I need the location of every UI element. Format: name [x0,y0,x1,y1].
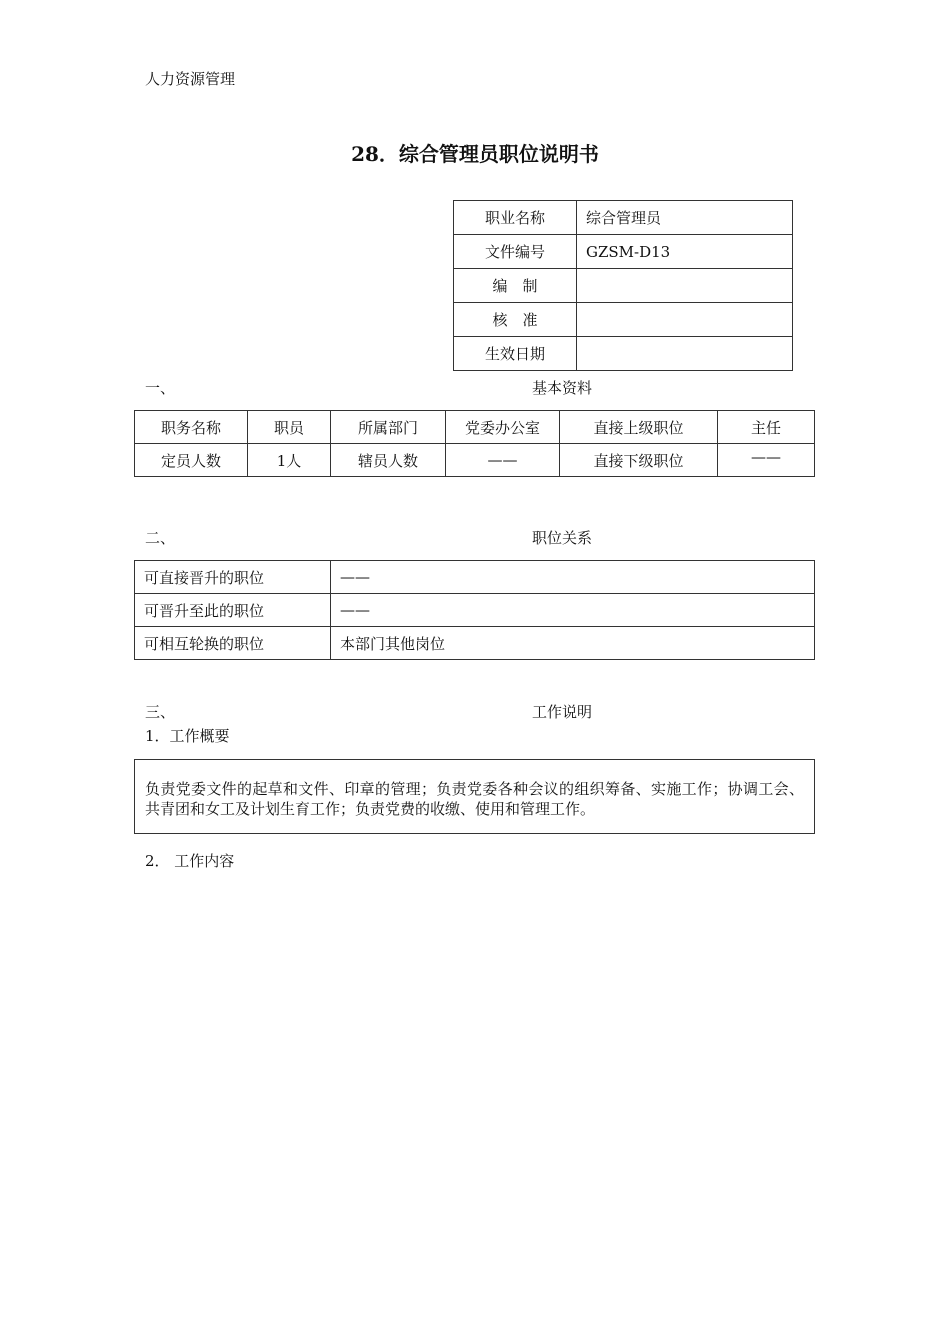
info-value [577,303,793,337]
info-label: 职业名称 [454,201,577,235]
page-header: 人力资源管理 [145,70,236,88]
table-cell: 所属部门 [331,411,446,444]
table-cell: 直接上级职位 [560,411,718,444]
table-row [454,235,793,269]
info-value [577,337,793,371]
table-cell: 职员 [248,411,331,444]
section-1-title: 基本资料 [532,379,593,397]
table-row [454,337,793,371]
section-3-number: 三、 [145,703,176,721]
info-label: 核 准 [454,303,577,337]
document-title: 28．综合管理员职位说明书 [351,142,599,166]
table-row [135,444,815,477]
table-cell: 1人 [248,444,331,477]
relation-label: 可直接晋升的职位 [135,561,331,594]
work-summary-box [134,759,815,834]
work-content-heading: 2． 工作内容 [145,852,235,870]
table-cell: 定员人数 [135,444,248,477]
relation-label: 可晋升至此的职位 [135,594,331,627]
table-cell: 职务名称 [135,411,248,444]
table-row [454,201,793,235]
info-value: GZSM-D13 [577,235,793,269]
table-row [135,411,815,444]
info-value: 综合管理员 [577,201,793,235]
table-row [454,303,793,337]
table-cell: —— [718,444,815,477]
table-cell: 直接下级职位 [560,444,718,477]
info-value [577,269,793,303]
section-2-title: 职位关系 [532,529,593,547]
basic-info-table [134,410,815,477]
work-summary-heading: 1．工作概要 [145,727,230,745]
table-cell: 辖员人数 [331,444,446,477]
position-relations-table [134,560,815,660]
info-label: 编 制 [454,269,577,303]
table-cell: 党委办公室 [446,411,560,444]
table-row [135,594,815,627]
relation-value: —— [331,561,815,594]
document-info-table [453,200,793,371]
section-3-title: 工作说明 [532,703,593,721]
relation-value: —— [331,594,815,627]
table-cell: 主任 [718,411,815,444]
table-row [135,561,815,594]
relation-label: 可相互轮换的职位 [135,627,331,660]
section-1-number: 一、 [145,379,176,397]
work-summary-text: 负责党委文件的起草和文件、印章的管理；负责党委各种会议的组织筹备、实施工作；协调工会、共青团和女工及计划生育工作；负责党费的收缴、使用和管理工作。 [145,780,804,818]
relation-value: 本部门其他岗位 [331,627,815,660]
info-label: 文件编号 [454,235,577,269]
table-row [135,627,815,660]
table-row [454,269,793,303]
section-2-number: 二、 [145,529,176,547]
info-label: 生效日期 [454,337,577,371]
table-cell: —— [446,444,560,477]
